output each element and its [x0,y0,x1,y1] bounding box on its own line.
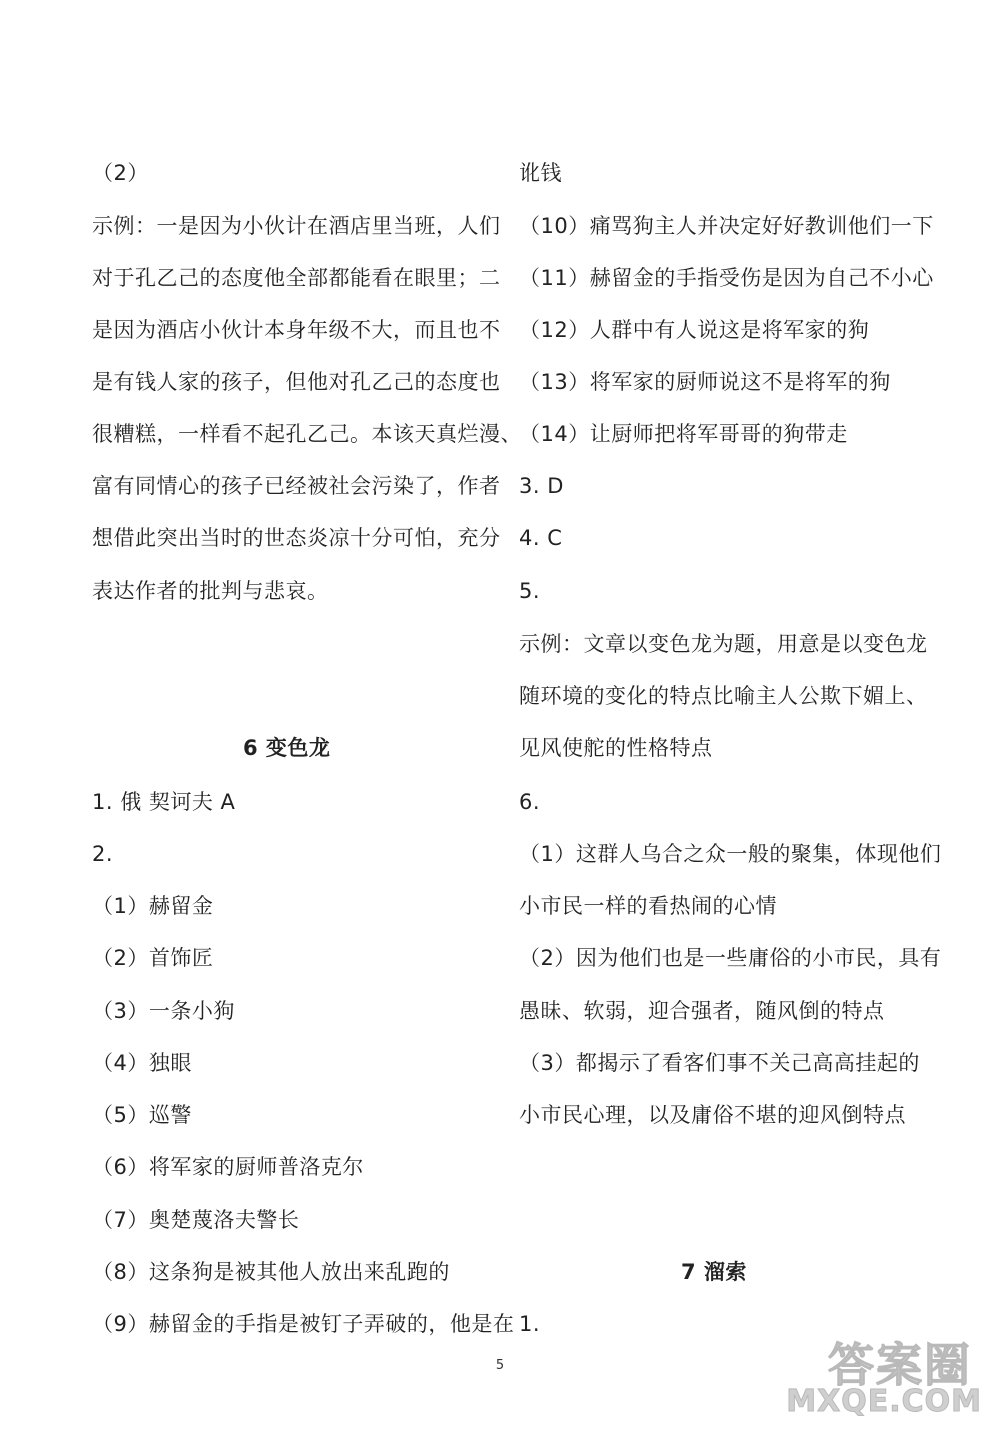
answer-line: （14）让厨师把将军哥哥的狗带走 [519,422,848,446]
answer-line: 想借此突出当时的世态炎凉十分可怕，充分 [92,526,501,550]
answer-line: 小市民心理，以及庸俗不堪的迎风倒特点 [519,1103,906,1127]
answer-line: （5）巡警 [92,1103,192,1127]
answer-line: 是因为酒店小伙计本身年级不大，而且也不 [92,318,501,342]
answer-line: （3）都揭示了看客们事不关己高高挂起的 [519,1051,920,1075]
answer-line: （3）一条小狗 [92,999,235,1023]
answer-line: （2）首饰匠 [92,946,214,970]
answer-line: （6）将军家的厨师普洛克尔 [92,1155,364,1179]
answer-line: 讹钱 [519,161,562,185]
answer-line: 随环境的变化的特点比喻主人公欺下媚上、 [519,684,928,708]
answer-line: （8）这条狗是被其他人放出来乱跑的 [92,1260,450,1284]
answer-line: 1. [519,1312,541,1336]
answer-line: 很糟糕，一样看不起孔乙己。本该天真烂漫、 [92,422,522,446]
answer-line: 5. [519,579,541,603]
answer-line: 富有同情心的孩子已经被社会污染了，作者 [92,474,501,498]
answer-line: （7）奥楚蔑洛夫警长 [92,1208,300,1232]
answer-line: 见风使舵的性格特点 [519,736,713,760]
answer-line: 愚昧、软弱，迎合强者，随风倒的特点 [519,999,885,1023]
section-title-7: 7 溜索 [681,1260,747,1284]
answer-line: 示例：一是因为小伙计在酒店里当班，人们 [92,214,501,238]
watermark-top-text: 答案圈 [828,1338,972,1392]
answer-line: 1. 俄 契诃夫 A [92,790,236,814]
page-number: 5 [495,1358,505,1373]
answer-line: 6. [519,790,541,814]
answer-line: 3. D [519,474,564,498]
answer-line: 2. [92,842,114,866]
answer-line: （13）将军家的厨师说这不是将军的狗 [519,370,891,394]
section-title-6: 6 变色龙 [243,736,331,760]
answer-line: 对于孔乙己的态度他全部都能看在眼里；二 [92,266,501,290]
watermark-logo [782,1329,982,1419]
answer-line: （11）赫留金的手指受伤是因为自己不小心 [519,266,934,290]
answer-line: 4. C [519,526,563,550]
answer-line: 示例：文章以变色龙为题，用意是以变色龙 [519,632,928,656]
answer-line: （1）这群人乌合之众一般的聚集，体现他们 [519,842,942,866]
answer-line: （2） [92,161,149,185]
answer-line: （9）赫留金的手指是被钉子弄破的，他是在 [92,1312,515,1336]
answer-line: 是有钱人家的孩子，但他对孔乙己的态度也 [92,370,501,394]
answer-line: 表达作者的批判与悲哀。 [92,579,329,603]
answer-line: 小市民一样的看热闹的心情 [519,894,777,918]
watermark-bottom-text: MXQE.COM [786,1384,982,1419]
answer-line: （4）独眼 [92,1051,192,1075]
answer-line: （12）人群中有人说这是将军家的狗 [519,318,870,342]
answer-line: （1）赫留金 [92,894,214,918]
answer-line: （10）痛骂狗主人并决定好好教训他们一下 [519,214,934,238]
answer-line: （2）因为他们也是一些庸俗的小市民，具有 [519,946,942,970]
